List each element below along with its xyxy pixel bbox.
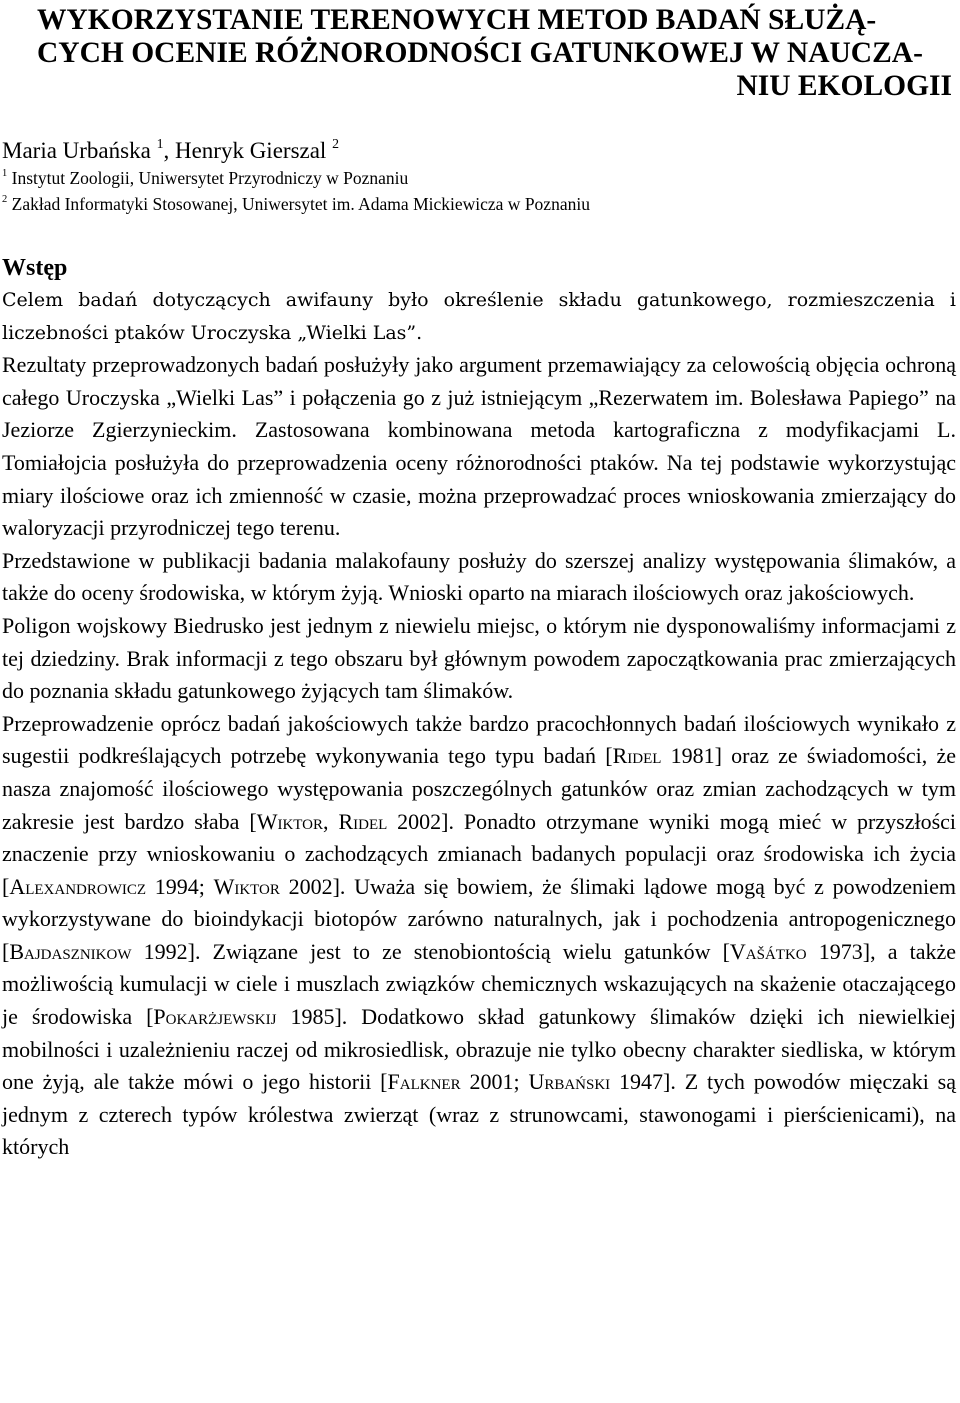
- paragraph-text: 2001;: [460, 1069, 529, 1095]
- section-heading: Wstęp: [2, 255, 68, 281]
- affiliation-text: Instytut Zoologii, Uniwersytet Przyrodniczy w Poznaniu: [7, 168, 409, 188]
- body-text: [2, 349, 956, 1164]
- affiliation-marker: 2: [2, 194, 8, 206]
- citation-author: Pokarżjewskij: [153, 1004, 277, 1030]
- authors-line: [2, 137, 956, 165]
- intro-paragraph: [2, 284, 956, 349]
- citation-author: Urbański: [528, 1069, 611, 1095]
- document-title: [2, 4, 956, 103]
- title-line-1: WYKORZYSTANIE TERENOWYCH METOD BADAŃ SŁUŻĄ-: [37, 4, 877, 36]
- paragraph-text: 2002]. Uważa się bowiem, że ślimaki lądowe mogą być z powodzeniem wykorzystywane do bioindykacji biotopów zarówno naturalnych, jak i pochodzenia antropogenicznego [: [2, 873, 956, 964]
- paragraph: Rezultaty przeprowadzonych badań posłużyły jako argument przemawiający za celowością objęcia ochroną całego Uroczyska „Wielki Las” i połączenia go z już istniejącym „Rezerwatem im. Bolesława Papiego” na Jeziorze Zgierzynieckim. Zastosowana kombinowana metoda kartograficzna z modyfikacjami L. Tomiałojcia posłużyła do przeprowadzenia oceny różnorodności ptaków. Na tej podstawie wykorzystując miary ilościowe oraz ich zmienność w czasie, można przeprowadzać proces wnioskowania zmierzający do waloryzacji przyrodniczej tego terenu.: [2, 352, 956, 541]
- title-line-2: CYCH OCENIE RÓŻNORODNOŚCI GATUNKOWEJ W NAUCZA-: [37, 37, 923, 69]
- paragraph: Przedstawione w publikacji badania malakofauny posłuży do szerszej analizy występowania ślimaków, a także do oceny środowiska, w którym żyją. Wnioski oparto na miarach ilościowych oraz jakościowych.: [2, 547, 956, 606]
- affiliation: [2, 165, 956, 191]
- paragraph-text: ,: [323, 808, 339, 834]
- paragraph-text: 1994;: [146, 873, 214, 899]
- citation-author: Falkner: [387, 1069, 461, 1095]
- author-separator: ,: [163, 138, 175, 163]
- citation-author: Wiktor: [213, 873, 280, 899]
- citation-author: Wiktor: [256, 808, 324, 834]
- citation-author: Alexandrowicz: [9, 873, 147, 899]
- citation-author: Ridel: [612, 743, 662, 769]
- affiliation-marker: 1: [2, 168, 8, 180]
- author-name: Maria Urbańska: [2, 138, 157, 163]
- affiliation: [2, 191, 956, 217]
- citation-author: Vašátko: [729, 938, 807, 964]
- affiliation-text: Zakład Informatyki Stosowanej, Uniwersytet im. Adama Mickiewicza w Poznaniu: [7, 194, 590, 214]
- author-name: Henryk Gierszal: [174, 138, 333, 163]
- paragraph-text: 1973], a także możliwością kumulacji w ciele i muszlach związków chemicznych wskazujących na skażenie otaczającego je środowiska [: [2, 938, 956, 1030]
- paragraph-text: 1985]. Dodatkowo skład gatunkowy ślimaków dzięki ich niewielkiej mobilności i uzależnieniu raczej od mikrosiedlisk, obrazuje nie tylko obecny charakter siedliska, w którym one żyją, ale także mówi o jego historii [: [2, 1004, 957, 1095]
- document-page: [2, 0, 956, 1164]
- citation-author: Bajdasznikow: [9, 938, 132, 964]
- affiliation-marker: 2: [332, 135, 339, 151]
- citation-author: Ridel: [338, 808, 388, 834]
- paragraph-text: 1981] oraz ze świadomości, że nasza znajomość ilościowego występowania poszczególnych gatunków oraz zmian zachodzących w tym zakresie jest bardzo słaba [: [2, 743, 957, 834]
- paragraph-text: 1992]. Związane jest to ze stenobiontością wielu gatunków [: [131, 938, 730, 964]
- paragraph-text: Przeprowadzenie oprócz badań jakościowych także bardzo pracochłonnych badań ilościowych wynikało z sugestii podkreślających potrzebę wykonywania tego typu badań [: [2, 710, 956, 769]
- title-line-3: NIU EKOLOGII: [736, 70, 952, 102]
- paragraph-text: 1947]. Z tych powodów mięczaki są jednym z czterech typów królestwa zwierząt (wraz z strunowcami, stawonogami i pierścienicami), na których: [2, 1069, 956, 1160]
- paragraph-text: 2002]. Ponadto otrzymane wyniki mogą mieć w przyszłości znaczenie przy wnioskowaniu o zachodzących zmianach badanych populacji oraz środowiska ich życia [: [2, 808, 957, 899]
- paragraph: [2, 708, 956, 1164]
- paragraph: Poligon wojskowy Biedrusko jest jednym z niewielu miejsc, o którym nie dysponowaliśmy informacjami z tej dziedziny. Brak informacji z tego obszaru był głównym powodem zapoczątkowania prac zmierzających do poznania składu gatunkowego żyjących tam ślimaków.: [2, 612, 956, 704]
- affiliation-marker: 1: [156, 135, 164, 151]
- intro-text: Celem badań dotyczących awifauny było określenie składu gatunkowego, rozmieszczenia i liczebności ptaków Uroczyska „Wielki Las”.: [2, 289, 956, 344]
